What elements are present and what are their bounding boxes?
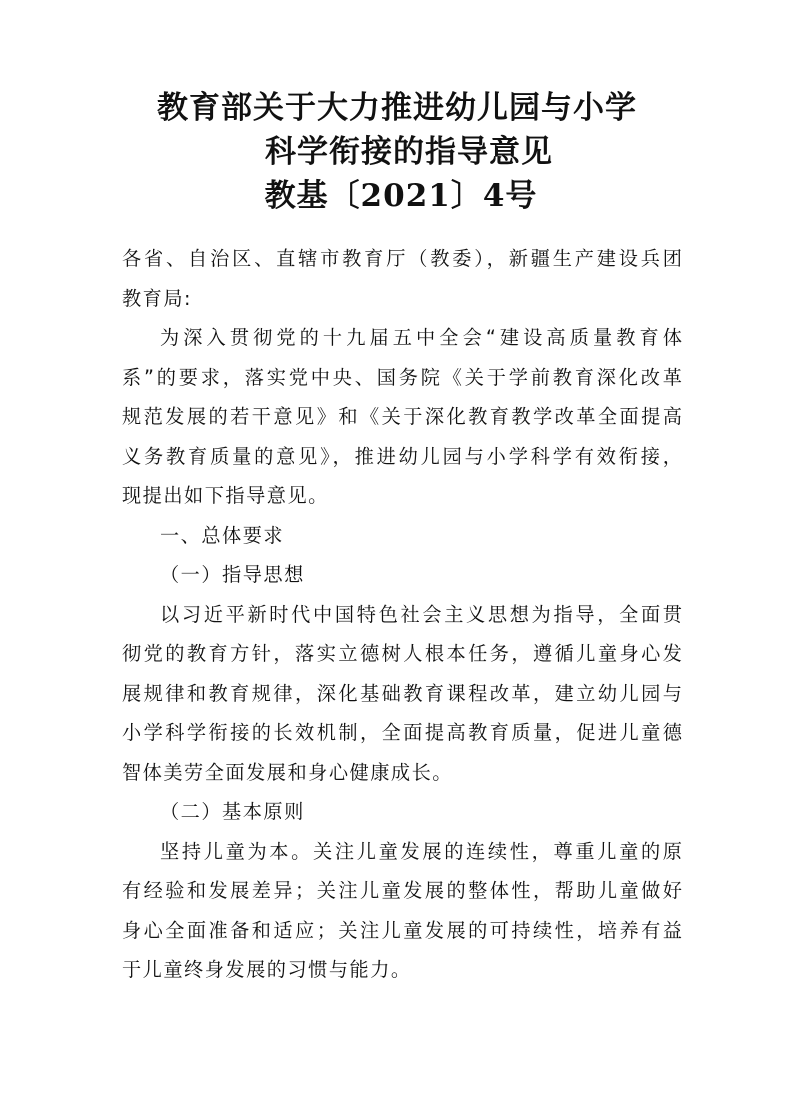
guiding-paragraph [122,595,682,793]
section-1-heading: 一、总体要求 [160,523,285,547]
salutation-line-2: 教育局: [122,286,193,310]
document-body [122,239,682,990]
principle-line-4: 于儿童终身发展的习惯与能力。 [122,958,412,981]
principle-line-2: 有经验和发展差异；关注儿童发展的整体性，帮助儿童做好 [122,879,682,902]
guiding-line-3: 展规律和教育规律，深化基础教育课程改革，建立幼儿园与 [122,681,682,705]
title-line-2: 科学衔接的指导意见 [265,134,553,170]
guiding-line-1: 以习近平新时代中国特色社会主义思想为指导，全面贯 [160,602,682,626]
guiding-line-5: 智体美劳全面发展和身心健康成长。 [122,760,453,784]
principle-line-3: 身心全面准备和适应；关注儿童发展的可持续性，培养有益 [122,918,682,942]
subsection-1-heading: （一）指导思想 [160,563,305,586]
subsection-2-heading: （二）基本原则 [160,800,305,823]
salutation-line-1: 各省、自治区、直辖市教育厅（教委），新疆生产建设兵团 [122,247,682,270]
salutation [122,239,682,318]
document-number: 教基〔2021〕4号 [264,178,538,214]
intro-line-4: 义务教育质量的意见》，推进幼儿园与小学科学有效衔接， [122,444,682,468]
principle-line-1: 坚持儿童为本。关注儿童发展的连续性，尊重儿童的原 [160,839,682,863]
intro-line-1: 为深入贯彻党的十九届五中全会“建设高质量教育体 [160,326,682,349]
guiding-line-2: 彻党的教育方针，落实立德树人根本任务，遵循儿童身心发 [122,642,682,665]
intro-line-2: 系”的要求，落实党中央、国务院《关于学前教育深化改革 [122,365,682,389]
intro-paragraph [122,318,682,516]
title-line-1: 教育部关于大力推进幼儿园与小学 [157,90,637,126]
guiding-line-4: 小学科学衔接的长效机制，全面提高教育质量，促进儿童德 [122,721,682,744]
document-title [0,86,794,218]
principle-paragraph [122,832,682,990]
intro-line-5: 现提出如下指导意见。 [122,484,329,507]
intro-line-3: 规范发展的若干意见》和《关于深化教育教学改革全面提高 [122,405,682,428]
